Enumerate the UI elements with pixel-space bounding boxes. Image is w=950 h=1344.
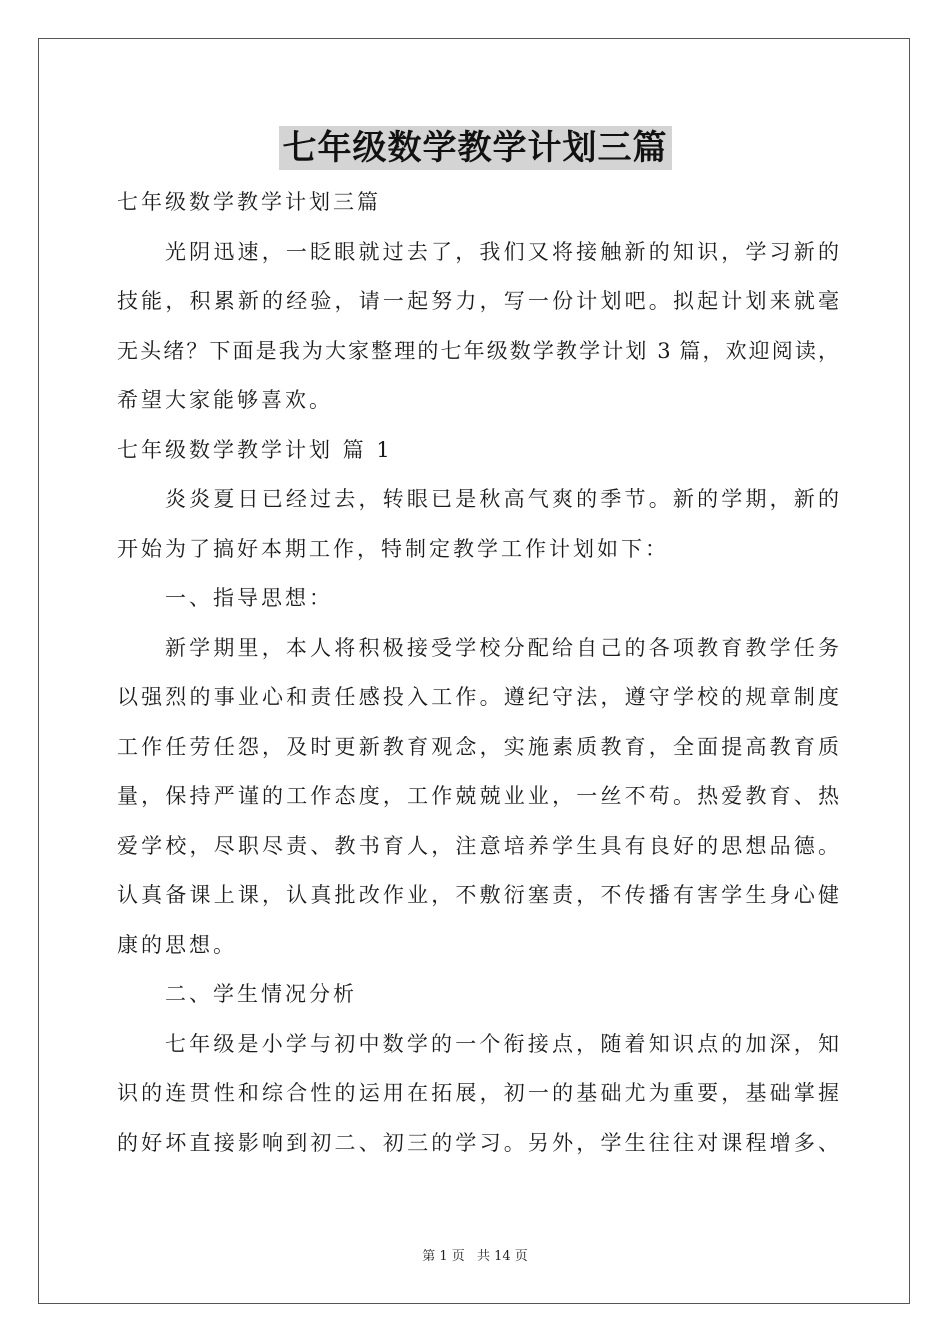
text-line: 康的思想。	[117, 932, 237, 957]
document-title: 七年级数学教学计划三篇	[279, 126, 672, 170]
text-line: 七年级数学教学计划 篇 1	[117, 437, 393, 462]
text-line: 二、学生情况分析	[165, 982, 357, 1006]
text-line: 的好坏直接影响到初二、初三的学习。另外，学生往往对课程增多、	[117, 1130, 839, 1155]
text-line: 开始为了搞好本期工作，特制定教学工作计划如下：	[117, 536, 669, 561]
text-line: 识的连贯性和综合性的运用在拓展，初一的基础尤为重要，基础掌握	[117, 1081, 839, 1105]
title-container	[0, 126, 950, 170]
document-body	[117, 178, 839, 1168]
text-line: 认真备课上课，认真批改作业，不敷衍塞责，不传播有害学生身心健	[117, 883, 839, 907]
text-line: 无头绪？下面是我为大家整理的七年级数学教学计划 3 篇，欢迎阅读，	[117, 338, 839, 363]
text-line: 炎炎夏日已经过去，转眼已是秋高气爽的季节。新的学期，新的	[165, 487, 839, 511]
text-line: 爱学校，尽职尽责、教书育人，注意培养学生具有良好的思想品德。	[117, 833, 839, 858]
text-line: 光阴迅速，一眨眼就过去了，我们又将接触新的知识，学习新的	[165, 239, 839, 264]
text-line: 新学期里，本人将积极接受学校分配给自己的各项教育教学任务	[165, 635, 839, 660]
page-total: 共 14 页	[476, 1249, 528, 1264]
text-line: 七年级数学教学计划三篇	[117, 190, 381, 214]
text-line: 以强烈的事业心和责任感投入工作。遵纪守法，遵守学校的规章制度	[117, 685, 839, 709]
page-footer	[0, 1245, 950, 1264]
text-line: 量，保持严谨的工作态度，工作兢兢业业，一丝不苟。热爱教育、热	[117, 784, 839, 808]
text-line: 希望大家能够喜欢。	[117, 388, 333, 412]
text-line: 工作任劳任怨，及时更新教育观念，实施素质教育，全面提高教育质	[117, 734, 839, 759]
page-number: 第 1 页	[422, 1249, 465, 1264]
text-line: 七年级是小学与初中数学的一个衔接点，随着知识点的加深，知	[165, 1031, 839, 1056]
text-line: 一、指导思想：	[165, 586, 333, 610]
text-line: 技能，积累新的经验，请一起努力，写一份计划吧。拟起计划来就毫	[117, 289, 839, 313]
